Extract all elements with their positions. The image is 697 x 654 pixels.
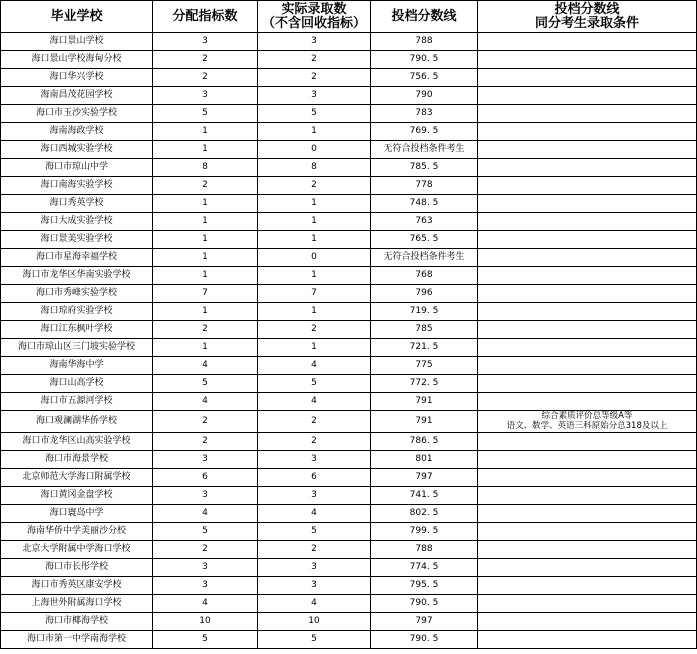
header-admitted bbox=[258, 1, 371, 33]
cell-score: 797 bbox=[371, 613, 478, 631]
cell-admitted: 0 bbox=[258, 141, 371, 159]
cell-allocated: 1 bbox=[153, 213, 258, 231]
cell-condition bbox=[478, 357, 697, 375]
cell-school: 海口市龙华区华南实验学校 bbox=[1, 267, 153, 285]
cell-condition bbox=[478, 51, 697, 69]
cell-allocated: 2 bbox=[153, 411, 258, 433]
cell-allocated: 7 bbox=[153, 285, 258, 303]
cell-admitted: 2 bbox=[258, 69, 371, 87]
table-row bbox=[1, 141, 697, 159]
cell-school: 海南华海中学 bbox=[1, 357, 153, 375]
cell-condition bbox=[478, 523, 697, 541]
cell-school: 海口市秀峰实验学校 bbox=[1, 285, 153, 303]
cell-admitted: 5 bbox=[258, 105, 371, 123]
cell-admitted: 4 bbox=[258, 595, 371, 613]
header-admitted-line1: 实际录取数 bbox=[281, 1, 347, 17]
cell-score: 774. 5 bbox=[371, 559, 478, 577]
cell-admitted: 2 bbox=[258, 411, 371, 433]
cell-allocated: 1 bbox=[153, 249, 258, 267]
table-row bbox=[1, 51, 697, 69]
header-condition-line1: 投档分数线 bbox=[554, 1, 620, 17]
cell-score: 788 bbox=[371, 541, 478, 559]
table-row bbox=[1, 105, 697, 123]
cell-score: 790 bbox=[371, 87, 478, 105]
cell-school: 海口大成实验学校 bbox=[1, 213, 153, 231]
cell-admitted: 1 bbox=[258, 339, 371, 357]
table-row bbox=[1, 451, 697, 469]
header-allocated: 分配指标数 bbox=[153, 1, 258, 33]
cell-school: 海口市玉沙实验学校 bbox=[1, 105, 153, 123]
cell-allocated: 3 bbox=[153, 451, 258, 469]
header-admitted-line2: （不含回收指标） bbox=[261, 15, 366, 31]
table-row bbox=[1, 177, 697, 195]
table-row bbox=[1, 487, 697, 505]
cell-score: 785 bbox=[371, 321, 478, 339]
cell-school: 海口市星海幸福学校 bbox=[1, 249, 153, 267]
cell-condition bbox=[478, 411, 697, 433]
cell-condition bbox=[478, 577, 697, 595]
cell-condition bbox=[478, 339, 697, 357]
cell-condition bbox=[478, 321, 697, 339]
cell-condition bbox=[478, 469, 697, 487]
cell-score: 796 bbox=[371, 285, 478, 303]
cell-school: 海口秀英学校 bbox=[1, 195, 153, 213]
cell-admitted: 1 bbox=[258, 195, 371, 213]
cell-condition bbox=[478, 141, 697, 159]
cell-school: 海口江东枫叶学校 bbox=[1, 321, 153, 339]
cell-score: 748. 5 bbox=[371, 195, 478, 213]
cell-score: 769. 5 bbox=[371, 123, 478, 141]
cell-score: 790. 5 bbox=[371, 51, 478, 69]
cell-score: 772. 5 bbox=[371, 375, 478, 393]
cell-school: 海口市五源河学校 bbox=[1, 393, 153, 411]
cell-allocated: 1 bbox=[153, 141, 258, 159]
cell-score: 790. 5 bbox=[371, 631, 478, 649]
cell-school: 海口景山学校海甸分校 bbox=[1, 51, 153, 69]
cell-allocated: 3 bbox=[153, 33, 258, 51]
cell-admitted: 5 bbox=[258, 523, 371, 541]
cell-allocated: 1 bbox=[153, 195, 258, 213]
cell-condition bbox=[478, 559, 697, 577]
cell-admitted: 3 bbox=[258, 87, 371, 105]
cell-school: 海口市椰海学校 bbox=[1, 613, 153, 631]
cell-admitted: 1 bbox=[258, 213, 371, 231]
cell-school: 海口市长彤学校 bbox=[1, 559, 153, 577]
cell-score: 785. 5 bbox=[371, 159, 478, 177]
cell-allocated: 2 bbox=[153, 51, 258, 69]
cell-score: 756. 5 bbox=[371, 69, 478, 87]
cell-allocated: 1 bbox=[153, 123, 258, 141]
table-row bbox=[1, 249, 697, 267]
cell-score: 791 bbox=[371, 393, 478, 411]
cell-school: 海口华兴学校 bbox=[1, 69, 153, 87]
cell-score: 719. 5 bbox=[371, 303, 478, 321]
table-row bbox=[1, 595, 697, 613]
cell-allocated: 4 bbox=[153, 505, 258, 523]
header-score-line: 投档分数线 bbox=[371, 1, 478, 33]
cell-admitted: 6 bbox=[258, 469, 371, 487]
cell-admitted: 5 bbox=[258, 375, 371, 393]
table-row bbox=[1, 195, 697, 213]
cell-condition bbox=[478, 213, 697, 231]
table-row bbox=[1, 213, 697, 231]
cell-allocated: 10 bbox=[153, 613, 258, 631]
table-row bbox=[1, 541, 697, 559]
cell-condition bbox=[478, 267, 697, 285]
cell-admitted: 7 bbox=[258, 285, 371, 303]
cell-allocated: 3 bbox=[153, 87, 258, 105]
cell-score: 778 bbox=[371, 177, 478, 195]
cell-allocated: 8 bbox=[153, 159, 258, 177]
cell-score: 791 bbox=[371, 411, 478, 433]
cell-school: 海口景山学校 bbox=[1, 33, 153, 51]
cell-score: 775 bbox=[371, 357, 478, 375]
cell-score: 无符合投档条件考生 bbox=[371, 249, 478, 267]
table-row bbox=[1, 123, 697, 141]
cell-condition bbox=[478, 195, 697, 213]
cell-admitted: 3 bbox=[258, 487, 371, 505]
cell-admitted: 1 bbox=[258, 231, 371, 249]
table-row bbox=[1, 357, 697, 375]
cell-condition bbox=[478, 375, 697, 393]
cell-school: 海口市秀英区康安学校 bbox=[1, 577, 153, 595]
table-row bbox=[1, 159, 697, 177]
cell-admitted: 4 bbox=[258, 505, 371, 523]
table-row bbox=[1, 285, 697, 303]
cell-school: 海口市龙华区山高实验学校 bbox=[1, 433, 153, 451]
cell-admitted: 3 bbox=[258, 451, 371, 469]
cell-score: 768 bbox=[371, 267, 478, 285]
cell-school: 海口寰岛中学 bbox=[1, 505, 153, 523]
table-row bbox=[1, 303, 697, 321]
cell-allocated: 3 bbox=[153, 487, 258, 505]
table-row bbox=[1, 375, 697, 393]
cell-school: 海口黄冈金盘学校 bbox=[1, 487, 153, 505]
cell-allocated: 2 bbox=[153, 433, 258, 451]
table-row bbox=[1, 231, 697, 249]
cell-allocated: 2 bbox=[153, 69, 258, 87]
cell-allocated: 5 bbox=[153, 631, 258, 649]
cell-condition bbox=[478, 595, 697, 613]
cell-condition bbox=[478, 393, 697, 411]
cell-allocated: 1 bbox=[153, 303, 258, 321]
cell-condition bbox=[478, 249, 697, 267]
table-row bbox=[1, 87, 697, 105]
cell-condition bbox=[478, 105, 697, 123]
table-row bbox=[1, 469, 697, 487]
cell-admitted: 2 bbox=[258, 321, 371, 339]
cell-score: 788 bbox=[371, 33, 478, 51]
cell-score: 763 bbox=[371, 213, 478, 231]
cell-admitted: 3 bbox=[258, 33, 371, 51]
cell-condition bbox=[478, 505, 697, 523]
cell-school: 海口市海景学校 bbox=[1, 451, 153, 469]
cell-allocated: 6 bbox=[153, 469, 258, 487]
table-row bbox=[1, 321, 697, 339]
cell-allocated: 3 bbox=[153, 577, 258, 595]
cell-allocated: 2 bbox=[153, 177, 258, 195]
cell-school: 海口山高学校 bbox=[1, 375, 153, 393]
cell-score: 721. 5 bbox=[371, 339, 478, 357]
cell-school: 北京师范大学海口附属学校 bbox=[1, 469, 153, 487]
cell-school: 上海世外附属海口学校 bbox=[1, 595, 153, 613]
cell-score: 无符合投档条件考生 bbox=[371, 141, 478, 159]
table-row bbox=[1, 577, 697, 595]
cell-allocated: 5 bbox=[153, 105, 258, 123]
cell-score: 765. 5 bbox=[371, 231, 478, 249]
cell-condition bbox=[478, 541, 697, 559]
cell-admitted: 1 bbox=[258, 123, 371, 141]
cell-condition bbox=[478, 87, 697, 105]
table-row bbox=[1, 613, 697, 631]
cell-admitted: 2 bbox=[258, 51, 371, 69]
cell-condition bbox=[478, 159, 697, 177]
cell-admitted: 10 bbox=[258, 613, 371, 631]
cell-allocated: 5 bbox=[153, 375, 258, 393]
header-condition-line2: 同分考生录取条件 bbox=[534, 15, 639, 31]
cell-score: 802. 5 bbox=[371, 505, 478, 523]
cell-condition bbox=[478, 285, 697, 303]
cell-condition bbox=[478, 231, 697, 249]
cell-admitted: 2 bbox=[258, 177, 371, 195]
cell-allocated: 4 bbox=[153, 595, 258, 613]
cell-allocated: 2 bbox=[153, 321, 258, 339]
condition-line2: 语文、数学、英语三科原始分总318及以上 bbox=[506, 421, 668, 431]
cell-score: 799. 5 bbox=[371, 523, 478, 541]
cell-admitted: 2 bbox=[258, 541, 371, 559]
cell-condition bbox=[478, 613, 697, 631]
cell-condition bbox=[478, 177, 697, 195]
cell-condition bbox=[478, 69, 697, 87]
cell-condition bbox=[478, 123, 697, 141]
cell-allocated: 1 bbox=[153, 339, 258, 357]
cell-school: 海口市琼山区三门坡实验学校 bbox=[1, 339, 153, 357]
cell-school: 海口景美实验学校 bbox=[1, 231, 153, 249]
cell-school: 海口琼府实验学校 bbox=[1, 303, 153, 321]
table-row bbox=[1, 267, 697, 285]
cell-allocated: 1 bbox=[153, 231, 258, 249]
cell-score: 786. 5 bbox=[371, 433, 478, 451]
cell-admitted: 2 bbox=[258, 433, 371, 451]
cell-school: 海南昌茂花园学校 bbox=[1, 87, 153, 105]
table-row bbox=[1, 523, 697, 541]
table-row bbox=[1, 393, 697, 411]
table-row bbox=[1, 33, 697, 51]
table-row bbox=[1, 559, 697, 577]
cell-admitted: 5 bbox=[258, 631, 371, 649]
table-row bbox=[1, 411, 697, 433]
header-school: 毕业学校 bbox=[1, 1, 153, 33]
cell-school: 海口市第一中学南海学校 bbox=[1, 631, 153, 649]
cell-condition bbox=[478, 631, 697, 649]
cell-school: 海口南海实验学校 bbox=[1, 177, 153, 195]
cell-admitted: 0 bbox=[258, 249, 371, 267]
table-body bbox=[1, 33, 697, 649]
table-row bbox=[1, 433, 697, 451]
cell-condition bbox=[478, 487, 697, 505]
cell-school: 海口观澜湖华侨学校 bbox=[1, 411, 153, 433]
cell-allocated: 4 bbox=[153, 357, 258, 375]
cell-admitted: 3 bbox=[258, 559, 371, 577]
header-row bbox=[1, 1, 697, 33]
cell-school: 海口西城实验学校 bbox=[1, 141, 153, 159]
cell-admitted: 1 bbox=[258, 267, 371, 285]
cell-admitted: 3 bbox=[258, 577, 371, 595]
table-row bbox=[1, 631, 697, 649]
cell-score: 790. 5 bbox=[371, 595, 478, 613]
cell-score: 801 bbox=[371, 451, 478, 469]
cell-school: 海口市琼山中学 bbox=[1, 159, 153, 177]
cell-admitted: 4 bbox=[258, 393, 371, 411]
cell-allocated: 2 bbox=[153, 541, 258, 559]
cell-allocated: 5 bbox=[153, 523, 258, 541]
cell-school: 海南海政学校 bbox=[1, 123, 153, 141]
table-row bbox=[1, 69, 697, 87]
cell-condition bbox=[478, 33, 697, 51]
cell-allocated: 3 bbox=[153, 559, 258, 577]
cell-allocated: 1 bbox=[153, 267, 258, 285]
table-row bbox=[1, 505, 697, 523]
cell-condition bbox=[478, 451, 697, 469]
cell-condition bbox=[478, 303, 697, 321]
table-row bbox=[1, 339, 697, 357]
cell-school: 海南华侨中学美丽沙分校 bbox=[1, 523, 153, 541]
cell-score: 741. 5 bbox=[371, 487, 478, 505]
header-condition bbox=[478, 1, 697, 33]
cell-condition bbox=[478, 433, 697, 451]
condition-line1: 综合素质评价总等级A等 bbox=[541, 411, 633, 421]
cell-score: 797 bbox=[371, 469, 478, 487]
cell-admitted: 4 bbox=[258, 357, 371, 375]
cell-score: 795. 5 bbox=[371, 577, 478, 595]
cell-score: 783 bbox=[371, 105, 478, 123]
cell-allocated: 4 bbox=[153, 393, 258, 411]
cell-school: 北京大学附属中学海口学校 bbox=[1, 541, 153, 559]
cell-admitted: 1 bbox=[258, 303, 371, 321]
cell-admitted: 8 bbox=[258, 159, 371, 177]
